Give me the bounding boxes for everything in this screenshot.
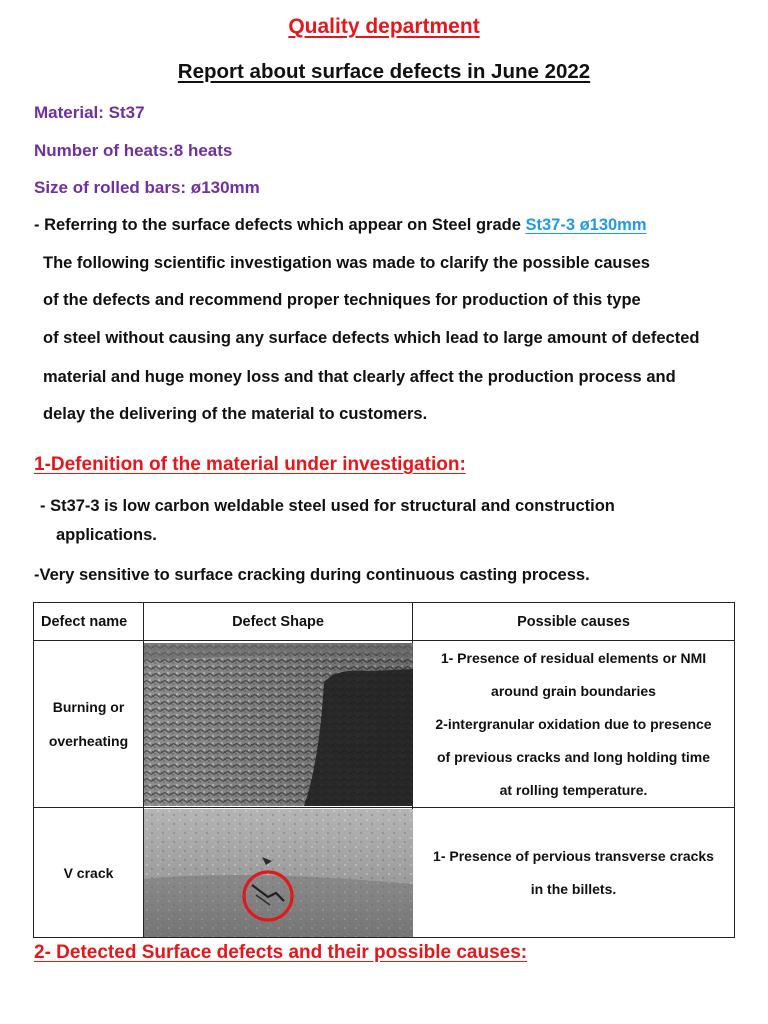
defect-name-cell [34,808,144,938]
definition-line: applications. [56,526,157,544]
cause-line: in the billets. [530,880,617,897]
header-defect-name: Defect name [34,603,144,641]
intro-lead-text: - Referring to the surface defects which appear on Steel grade [34,216,526,234]
cause-line: at rolling temperature. [499,781,648,798]
material-label: Material: St37 [34,103,145,122]
header-defect-shape: Defect Shape [144,603,413,641]
heats-label: Number of heats:8 heats [34,141,233,160]
table-header-row [34,603,735,641]
department-title: Quality department [288,15,480,38]
cause-line: 2-intergranular oxidation due to presence [435,715,712,732]
causes-cell [413,641,735,808]
defect-name: V crack [63,864,114,881]
cause-line: 1- Presence of residual elements or NMI [440,649,707,666]
intro-line: of steel without causing any surface defects which lead to large amount of defected [43,329,700,347]
defects-table [33,602,735,938]
cause-line: of previous cracks and long holding time [436,748,711,765]
intro-line: material and huge money loss and that clearly affect the production process and [43,368,676,386]
report-title: Report about surface defects in June 2022 [177,60,591,83]
section1-heading: 1-Defenition of the material under investigation: [34,454,466,475]
intro-line: of the defects and recommend proper techniques for production of this type [43,291,641,309]
table-row [34,808,735,938]
defect-shape-cell [144,641,413,808]
intro-lead [34,216,647,235]
v-crack-defect-photo [144,809,413,937]
defect-name: Burning or [52,699,125,715]
burning-defect-photo [144,643,413,806]
table-row [34,641,735,808]
size-label: Size of rolled bars: ø130mm [34,178,260,197]
defect-name-cell [34,641,144,808]
intro-line: delay the delivering of the material to customers. [43,405,428,423]
cause-line: around grain boundaries [491,682,656,699]
section2-heading: 2- Detected Surface defects and their possible causes: [34,942,528,963]
defect-name: overheating [48,733,129,749]
intro-line: The following scientific investigation was made to clarify the possible causes [43,254,650,272]
sensitivity-line: -Very sensitive to surface cracking during continuous casting process. [34,566,590,584]
steel-grade-link[interactable]: St37-3 ø130mm [525,216,647,234]
definition-line: - St37-3 is low carbon weldable steel used for structural and construction [40,497,615,515]
defect-shape-cell [144,808,413,938]
causes-cell [413,808,735,938]
cause-line: 1- Presence of pervious transverse cracks [433,847,714,864]
header-possible-causes: Possible causes [413,603,735,641]
